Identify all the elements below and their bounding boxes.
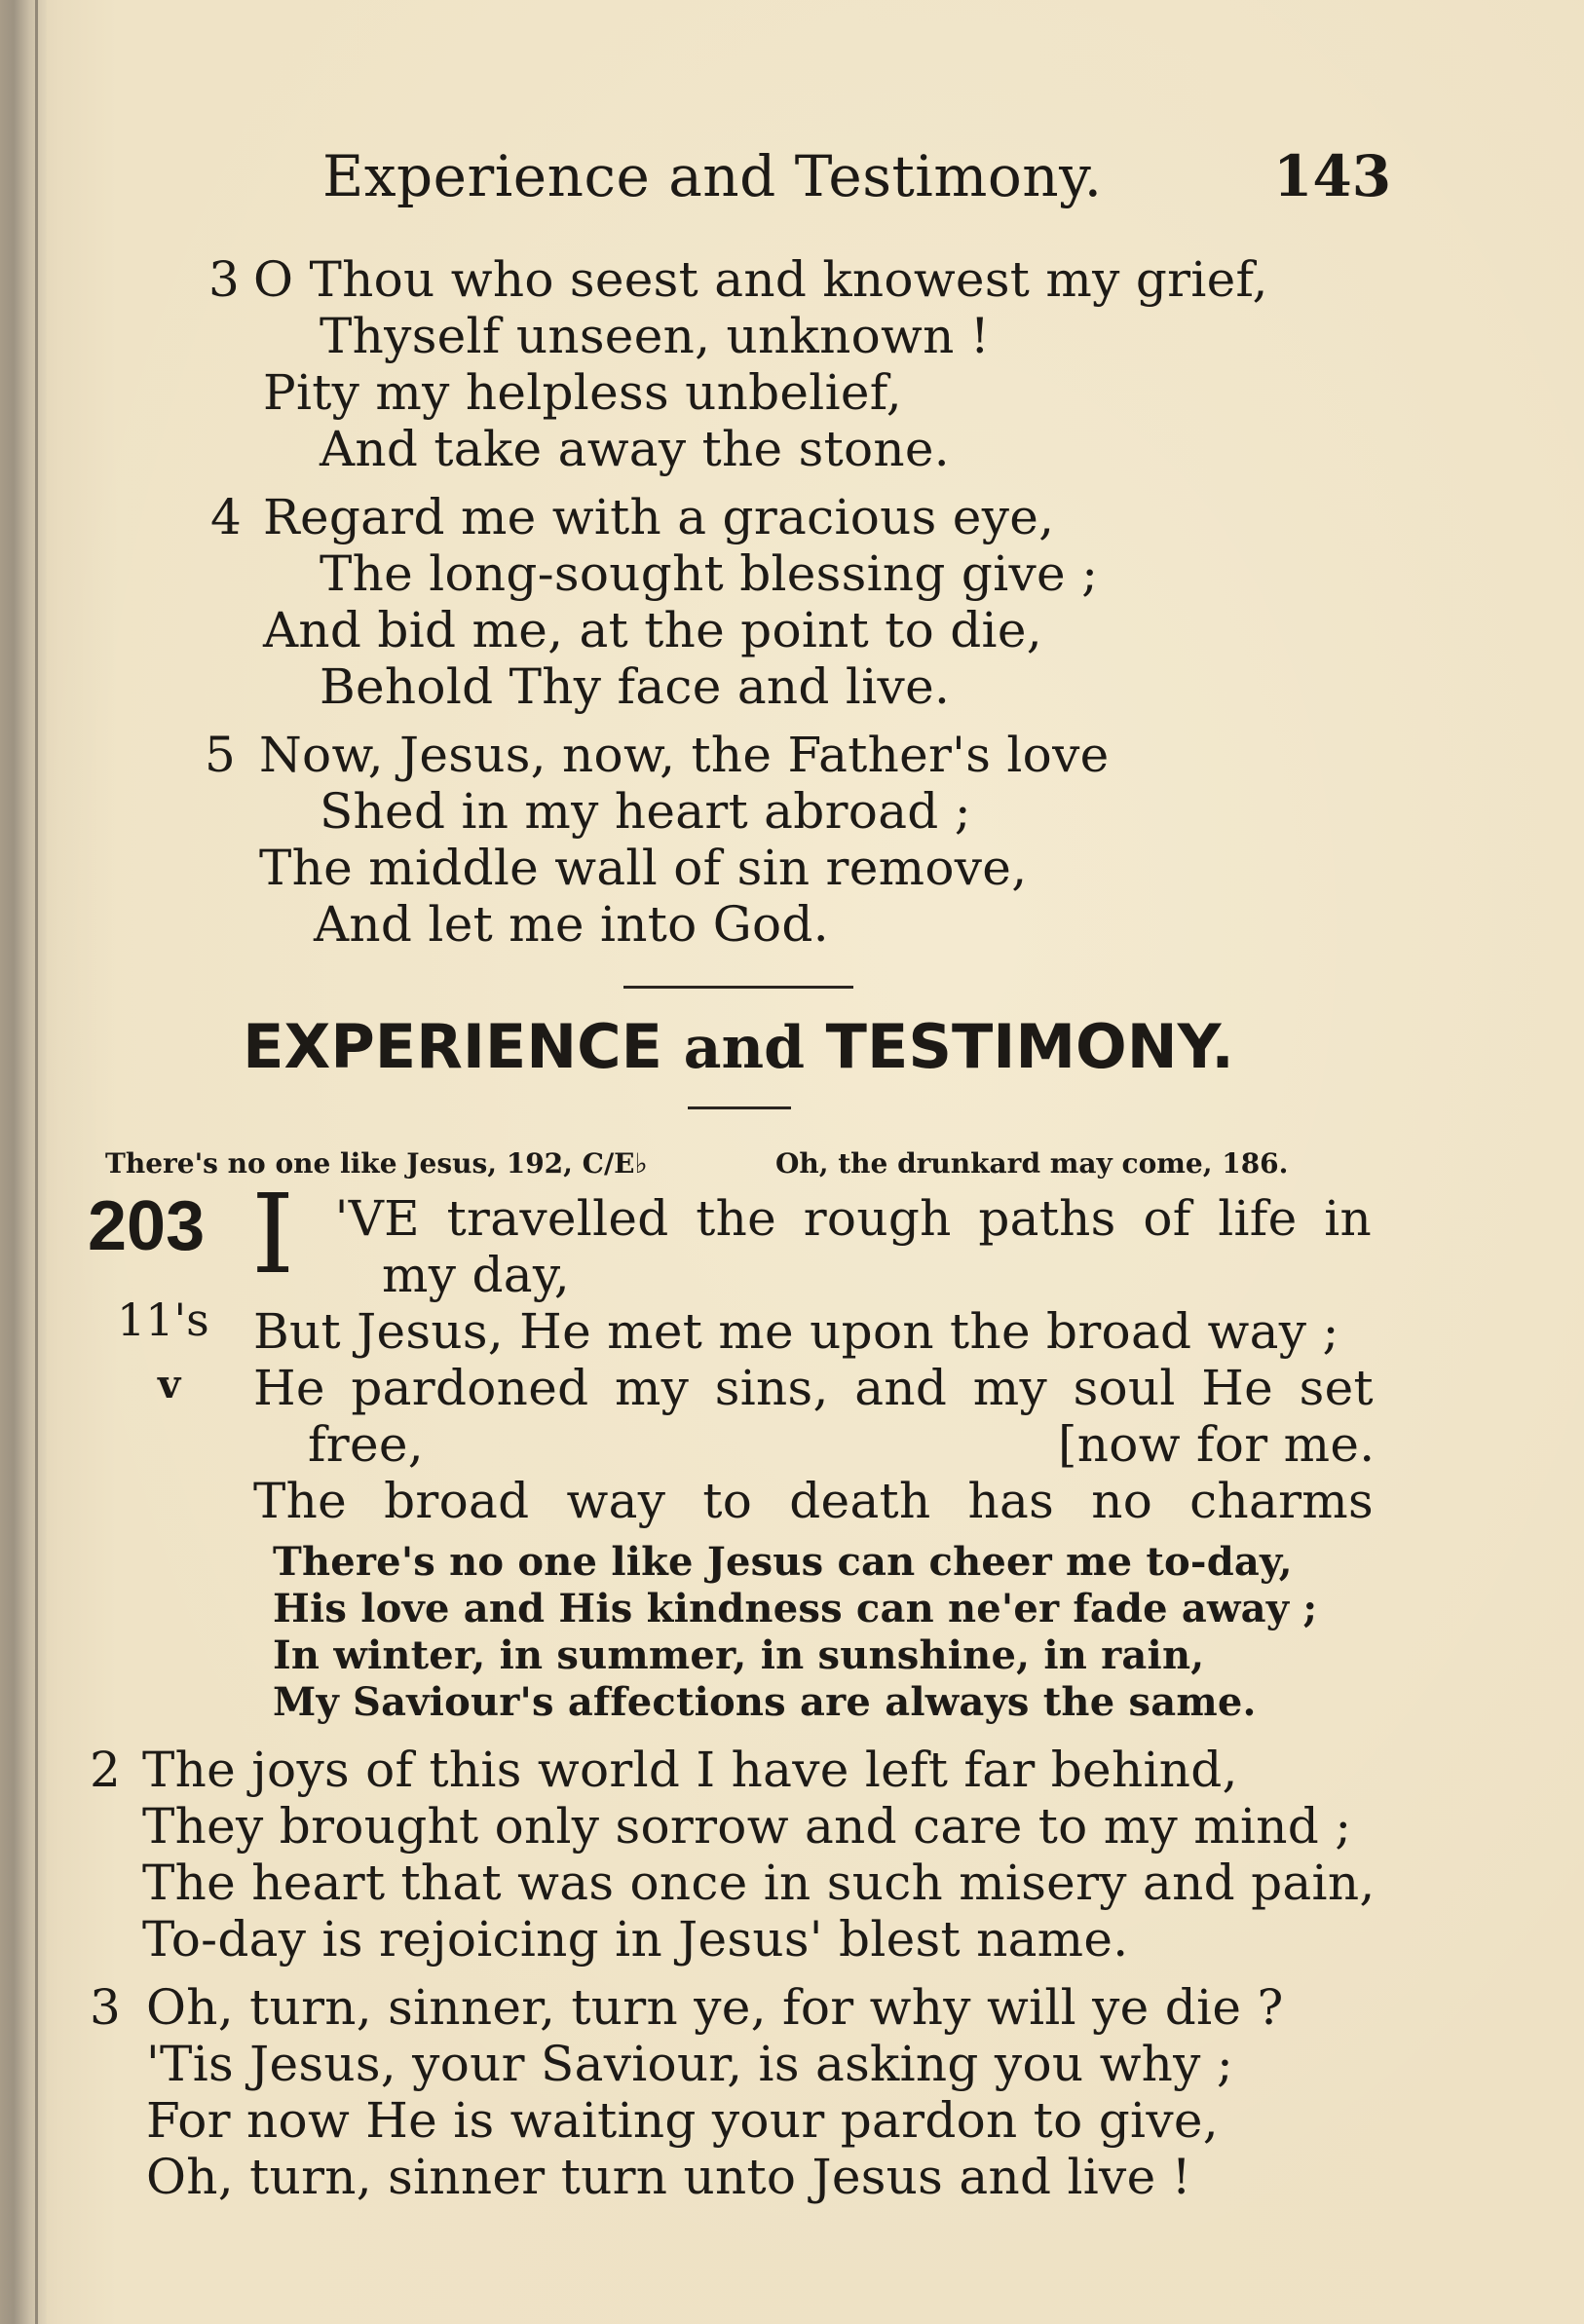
- drop-cap: I: [251, 1172, 295, 1298]
- verse-line-turnover: [now for me.: [1058, 1416, 1376, 1473]
- word: pardoned: [351, 1360, 589, 1416]
- word: my: [614, 1360, 690, 1416]
- chorus-line: My Saviour's affections are always the same.: [273, 1679, 1257, 1725]
- book-spine-shadow: [0, 0, 47, 2324]
- word: to: [702, 1473, 753, 1529]
- verse-number: 5: [205, 727, 236, 783]
- chorus-line: There's no one like Jesus can cheer me to-day,: [273, 1539, 1293, 1585]
- verse-line: But Jesus, He met me upon the broad way ;: [253, 1303, 1339, 1360]
- verse-line: To-day is rejoicing in Jesus' blest name.: [142, 1911, 1129, 1968]
- word: the: [696, 1190, 777, 1247]
- section-divider-rule: [623, 986, 853, 989]
- word: my: [972, 1360, 1047, 1416]
- verse-line: And take away the stone.: [320, 421, 950, 477]
- verse-line: Oh, turn, sinner turn unto Jesus and live !: [146, 2149, 1192, 2205]
- word: set: [1299, 1360, 1374, 1416]
- verse-line: And bid me, at the point to die,: [263, 602, 1042, 658]
- word: of: [1143, 1190, 1191, 1247]
- verse-line: O Thou who seest and knowest my grief,: [253, 251, 1268, 308]
- section-title-word: and: [683, 1014, 806, 1082]
- verse-line: Thyself unseen, unknown !: [320, 308, 991, 364]
- chorus-line: His love and His kindness can ne'er fade away ;: [273, 1586, 1318, 1631]
- word: soul: [1073, 1360, 1176, 1416]
- word: and: [854, 1360, 948, 1416]
- verse-line: Regard me with a gracious eye,: [263, 489, 1055, 545]
- hymn-number: 203: [88, 1187, 206, 1265]
- word: way: [566, 1473, 666, 1529]
- verse-line: my day,: [382, 1247, 570, 1303]
- page-number: 143: [1273, 143, 1392, 209]
- word: sins,: [714, 1360, 829, 1416]
- verse-number: 3: [208, 251, 240, 308]
- word: rough: [803, 1190, 952, 1247]
- running-head: Experience and Testimony.: [322, 143, 1103, 209]
- verse-line: And let me into God.: [314, 896, 829, 953]
- word: The: [253, 1473, 348, 1529]
- verse-line: Pity my helpless unbelief,: [263, 364, 902, 421]
- word: travelled: [446, 1190, 669, 1247]
- word: broad: [384, 1473, 530, 1529]
- word: death: [789, 1473, 931, 1529]
- verse-line: The middle wall of sin remove,: [259, 840, 1028, 896]
- section-title-word: TESTIMONY.: [825, 1011, 1234, 1082]
- title-underline-rule: [688, 1106, 791, 1109]
- verse-line: For now He is waiting your pardon to give,: [146, 2092, 1219, 2149]
- word: He: [1201, 1360, 1274, 1416]
- verse-line: [253, 1360, 1374, 1416]
- word: has: [967, 1473, 1055, 1529]
- verse-line: free,: [308, 1416, 424, 1473]
- verse-line: The heart that was once in such misery and pain,: [142, 1855, 1376, 1911]
- word: He: [253, 1360, 325, 1416]
- word: 'VE: [334, 1190, 420, 1247]
- verse-line: Shed in my heart abroad ;: [320, 783, 971, 840]
- word: paths: [978, 1190, 1116, 1247]
- word: in: [1324, 1190, 1372, 1247]
- verse-number: 3: [90, 1979, 121, 2036]
- key-mark: v: [158, 1362, 181, 1407]
- verse-line: Oh, turn, sinner, turn ye, for why will ye die ?: [146, 1979, 1284, 2036]
- spine-edge-line: [35, 0, 38, 2324]
- verse-number: 4: [210, 489, 242, 545]
- word: life: [1218, 1190, 1298, 1247]
- verse-number: 2: [90, 1742, 121, 1798]
- section-title-word: EXPERIENCE: [243, 1011, 663, 1082]
- word: charms: [1189, 1473, 1374, 1529]
- tune-reference-right: Oh, the drunkard may come, 186.: [775, 1147, 1289, 1180]
- tune-reference-left: There's no one like Jesus, 192, C/E♭: [105, 1147, 648, 1180]
- verse-line: [251, 1190, 1372, 1247]
- verse-line: Behold Thy face and live.: [320, 658, 951, 715]
- verse-line: 'Tis Jesus, your Saviour, is asking you why ;: [146, 2036, 1234, 2092]
- verse-line: The joys of this world I have left far behind,: [142, 1742, 1238, 1798]
- verse-line: They brought only sorrow and care to my mind ;: [142, 1798, 1352, 1855]
- chorus-line: In winter, in summer, in sunshine, in rain,: [273, 1632, 1205, 1678]
- meter-label: 11's: [117, 1293, 209, 1346]
- drop-cap-space: [251, 1194, 308, 1243]
- word: no: [1091, 1473, 1153, 1529]
- verse-line: Now, Jesus, now, the Father's love: [259, 727, 1110, 783]
- verse-line: [253, 1473, 1374, 1529]
- verse-line: The long-sought blessing give ;: [320, 545, 1099, 602]
- section-title: [97, 1011, 1379, 1082]
